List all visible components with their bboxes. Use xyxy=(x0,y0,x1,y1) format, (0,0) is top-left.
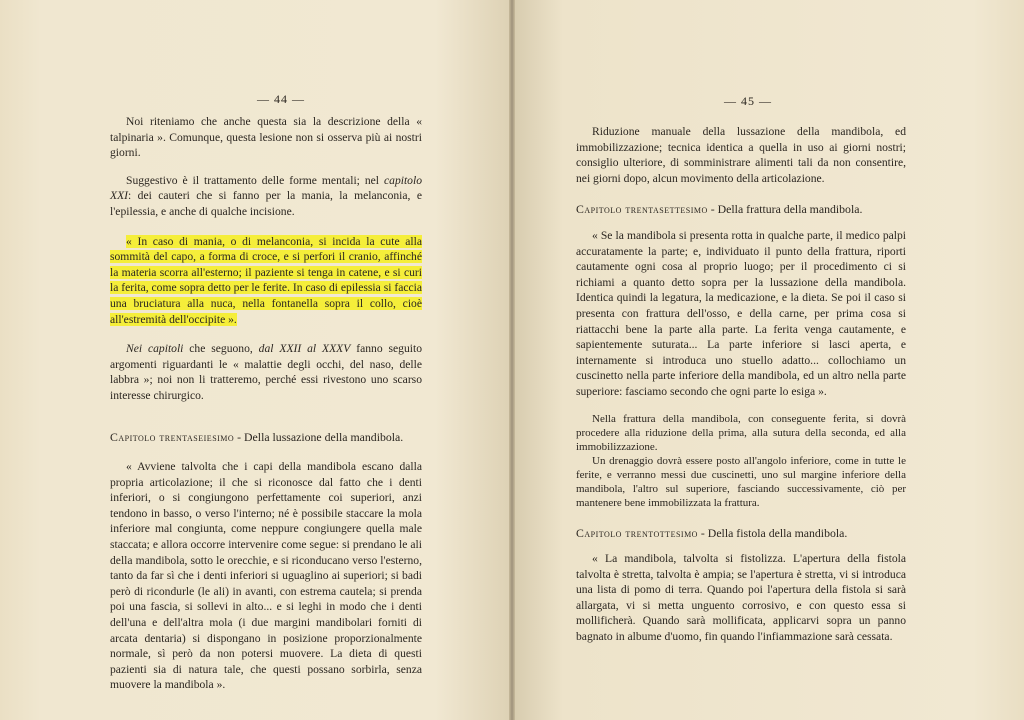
paragraph xyxy=(110,173,422,220)
chapter-heading xyxy=(110,430,422,446)
heading-smallcaps: Capitolo trentaseiesimo xyxy=(110,429,235,444)
chapter-range: dal XXII al XXXV xyxy=(258,342,351,356)
chapter-ref: capitolo XXI xyxy=(110,173,422,203)
book-gutter xyxy=(509,0,515,720)
paragraph: Nella frattura della mandibola, con conseguente ferita, si dovrà procedere alla riduzione della prima, alla sutura della seconda, ed alla immobilizzazione. xyxy=(576,412,906,453)
highlighted-quote xyxy=(110,234,422,328)
page-number: — 45 — xyxy=(724,94,772,108)
quote: « Avviene talvolta che i capi della mandibola escano dalla propria articolazione; il che si riconosce dal fatto che i denti inferiori, o si congiungono perfettamente coi superiori, anzi tendono in basso, o verso l'interno; né è possibile staccare la mola inferiore mal congiunta, come neppure congiungere quella male staccata; e allora occorre intervenire come segue: si prendano le ali della mandibola, sotto le orecchie, e si riconducano verso l'esterno, tanto da far sì che i denti inferiori si uguaglino ai superiori; si badi però di ricondurle (le ali) in avanti, con estrema cautela; si prenda poi una fascia, si sollevi in alto... e si leghi in modo che i denti dell'una e dell'altra mola (i due margini mandibolari forniti di arcata dentaria) si dispongano in posizione proporzionalmente normale, sì però da non potersi muovere. La dieta di questi pazienti sia di natura tale, che questi possano sorbirla, senza muovere la mandibola ». xyxy=(110,460,422,692)
right-page xyxy=(512,0,1024,720)
paragraph xyxy=(110,341,422,403)
chapter-heading xyxy=(576,526,906,542)
heading-title: - Della frattura della mandibola. xyxy=(707,202,863,217)
quote: « Se la mandibola si presenta rotta in qualche parte, il medico palpi accuratamente la parte; e, individuato il punto della frattura, riporti cautamente ogni cosa al proprio luogo; per il procedimento ci si richiami a quanto detto sopra per la lussazione della mandibola. Identica quindi la legatura, la medicazione, e la dieta. Se poi il caso si presenta con frattura dell'osso, e della carne, per prima cosa si riattacchi bene la parte alla parte. La ferita venga cautamente, e sapientemente suturata... La parte inferiore si lasci aperta, e internamente si introduca uno stuello adatto... collochiamo un cuscinetto nella parte inferiore della mandibola, ed un altro nella parte superiore: fasciamo secondo che ogni parte lo esiga ». xyxy=(576,228,906,398)
heading-smallcaps: Capitolo trentottesimo xyxy=(576,525,698,540)
left-text-column xyxy=(110,114,422,693)
paragraph: Un drenaggio dovrà essere posto all'angolo inferiore, come in tutte le ferite, e verranno messi due cuscinetti, uno sul margine inferiore della mandibola, l'altro sul superiore, fasciando successivamente, ciò per mantenere bene immobilizzata la frattura. xyxy=(576,454,906,509)
page-number: — 44 — xyxy=(257,92,305,106)
paragraph: Noi riteniamo che anche questa sia la descrizione della « talpinaria ». Comunque, questa lesione non si osserva più ai nostri giorni. xyxy=(110,115,422,160)
chapter-heading xyxy=(576,202,906,218)
quote: « La mandibola, talvolta si fistolizza. L'apertura della fistola talvolta è stretta, talvolta è ampia; se l'apertura è stretta, vi si introduca una lista di pomo di terra. Quando poi l'apertura della fistola si sarà allargata, vi si metta unguento corrosivo, e con questo essa si mollificherà. Quando sarà mollificata, applicarvi sopra un panno bagnato in albume d'uomo, fin quando l'infiammazione sarà cessata. xyxy=(576,552,906,644)
heading-title: - Della fistola della mandibola. xyxy=(697,525,848,540)
highlight-mark: « In caso di mania, o di melanconia, si incida la cute alla sommità del capo, a forma di croce, e si perfori il cranio, affinché la materia scorra all'esterno; il paziente si tenga in catene, e si curi la ferita, come sopra detto per le ferite. In caso di epilessia si faccia una bruciatura alla nuca, nella fontanella sopra il collo, cioè all'estremità dell'occipite ». xyxy=(110,234,422,326)
paragraph: Riduzione manuale della lussazione della mandibola, ed immobilizzazione; tecnica identica a quella in uso ai giorni nostri; consiglio ulteriore, di somministrare alimenti tali da non consentire, nei giorni dopo, alcun movimento della articolazione. xyxy=(576,125,906,185)
text: che seguono, xyxy=(183,342,259,356)
heading-smallcaps: Capitolo trentasettesimo xyxy=(576,202,708,217)
heading-title: - Della lussazione della mandibola. xyxy=(234,429,404,444)
text: fanno seguito argomenti riguardanti le « malattie degli occhi, del naso, delle labbra »; noi non li tratteremo, perché essi rivestono uno scarso interesse chirurgico. xyxy=(110,342,423,402)
right-text-column xyxy=(576,124,906,645)
text: Suggestivo è il trattamento delle forme mentali; nel xyxy=(126,173,384,187)
text: : dei cauteri che si fanno per la mania, la melanconia, e l'epilessia, e anche di qualche incisione. xyxy=(110,189,422,218)
text: Nei capitoli xyxy=(126,342,184,356)
